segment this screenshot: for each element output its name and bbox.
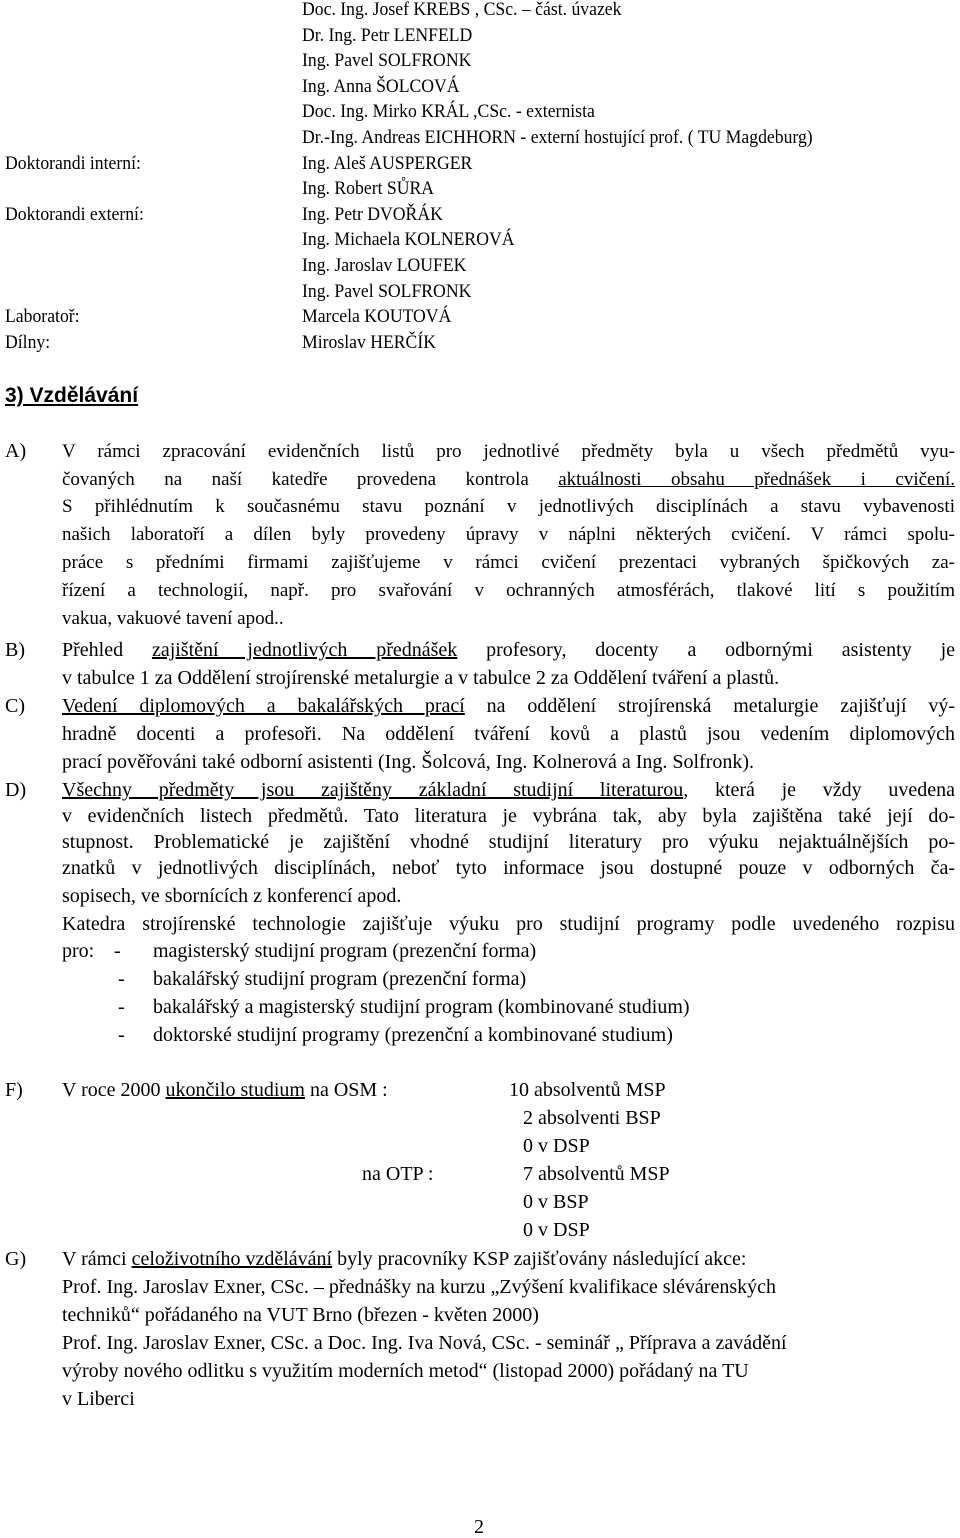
item-marker-d: D) [5, 779, 27, 801]
paragraph-d-line: stupnost. Problematické je zajištění vhodné studijní literatury pro výuku nejaktuálnějších po- [62, 831, 955, 853]
paragraph-g-line: V rámci celoživotního vzdělávání byly pracovníky KSP zajišťovány následující akce: [62, 1248, 747, 1270]
paragraph-a-line: V rámci zpracování evidenčních listů pro jednotlivé předměty byla u všech předmětů vyu- [62, 441, 955, 462]
staff-category-label: Laboratoř: [5, 306, 80, 327]
paragraph-a-line: práce s předními firmami zajišťujeme v rámci cvičení prezentaci vybraných špičkových za- [62, 552, 955, 573]
paragraph-g-line: Prof. Ing. Jaroslav Exner, CSc. – přednášky na kurzu „Zvýšení kvalifikace slévárenských [62, 1276, 776, 1298]
program-item: bakalářský a magisterský studijní program (kombinované studium) [153, 996, 690, 1018]
program-bullet: - [114, 940, 121, 962]
paragraph-d-line: v evidenčních listech předmětů. Tato literatura je vybrána tak, aby byla zajištěna také její do- [62, 805, 955, 827]
program-bullet: - [118, 996, 125, 1018]
item-marker-c: C) [5, 695, 25, 717]
paragraph-g-line: v Liberci [62, 1388, 135, 1410]
paragraph-d-line: Všechny předměty jsou zajištěny základní studijní literaturou, která je vždy uvedena [62, 779, 955, 801]
paragraph-a-line: vakua, vakuové tavení apod.. [62, 608, 284, 629]
paragraph-g-line: Prof. Ing. Jaroslav Exner, CSc. a Doc. Ing. Iva Nová, CSc. - seminář „ Příprava a zavádění [62, 1332, 787, 1354]
paragraph-c-line: hradně docenti a profesoři. Na oddělení tváření kovů a plastů jsou vedením diplomových [62, 723, 955, 745]
staff-category-label: Doktorandi externí: [5, 204, 144, 225]
paragraph-c-line: prací pověřováni také odborní asistenti (Ing. Šolcová, Ing. Kolnerová a Ing. Solfronk). [62, 751, 755, 773]
osm-graduates: 0 v DSP [523, 1135, 590, 1157]
program-item: magisterský studijní program (prezenční forma) [153, 940, 537, 962]
program-item: doktorské studijní programy (prezenční a kombinované studium) [153, 1024, 673, 1046]
staff-name: Dr. Ing. Petr LENFELD [302, 25, 473, 46]
program-bullet: - [118, 968, 125, 990]
paragraph-g-line: techniků“ pořádaného na VUT Brno (březen - květen 2000) [62, 1304, 539, 1326]
otp-graduates: 0 v BSP [523, 1191, 589, 1213]
program-item: bakalářský studijní program (prezenční forma) [153, 968, 527, 990]
paragraph-d-line: sopisech, ve sbornících z konferencí apod. [62, 885, 402, 907]
staff-name: Ing. Jaroslav LOUFEK [302, 255, 467, 276]
osm-graduates: 2 absolventi BSP [523, 1107, 661, 1129]
item-marker-f: F) [5, 1079, 23, 1101]
staff-category-label: Doktorandi interní: [5, 153, 141, 174]
staff-category-label: Dílny: [5, 332, 51, 353]
staff-name: Ing. Robert SŮRA [302, 178, 435, 199]
staff-name: Doc. Ing. Josef KREBS , CSc. – část. úvazek [302, 0, 622, 20]
graduates-intro: V roce 2000 ukončilo studium na OSM : [62, 1079, 388, 1101]
page-number: 2 [474, 1516, 484, 1538]
paragraph-a-line: našich laboratoří a dílen byly provedeny úpravy v náplni některých cvičení. V rámci spolu- [62, 524, 955, 545]
paragraph-c-line: Vedení diplomových a bakalářských prací na oddělení strojírenská metalurgie zajišťují vý- [62, 695, 955, 717]
program-bullet: - [118, 1024, 125, 1046]
paragraph-d-line: znatků v jednotlivých disciplínách, neboť tyto informace jsou dostupné pouze v odborných ča- [62, 857, 955, 879]
staff-name: Dr.-Ing. Andreas EICHHORN - externí hostující prof. ( TU Magdeburg) [302, 127, 813, 148]
staff-name: Ing. Petr DVOŘÁK [302, 204, 443, 225]
staff-name: Ing. Anna ŠOLCOVÁ [302, 76, 460, 97]
staff-name: Marcela KOUTOVÁ [302, 306, 452, 327]
paragraph-a-line: S přihlédnutím k současnému stavu poznání v jednotlivých disciplínách a stavu vybavenosti [62, 496, 955, 517]
paragraph-b-line: v tabulce 1 za Oddělení strojírenské metalurgie a v tabulce 2 za Oddělení tváření a plastů. [62, 667, 780, 689]
osm-graduates: 10 absolventů MSP [509, 1079, 666, 1101]
section-heading: 3) Vzdělávání [5, 384, 139, 407]
staff-name: Ing. Michaela KOLNEROVÁ [302, 229, 515, 250]
staff-name: Ing. Pavel SOLFRONK [302, 281, 472, 302]
paragraph-b-line: Přehled zajištění jednotlivých přednášek profesory, docenty a odbornými asistenty je [62, 639, 956, 661]
paragraph-d-line: Katedra strojírenské technologie zajišťuje výuku pro studijní programy podle uvedeného rozpisu [62, 913, 955, 935]
staff-name: Doc. Ing. Mirko KRÁL ,CSc. - externista [302, 101, 595, 122]
paragraph-a-line: řízení a technologií, např. pro svařování v ochranných atmosférách, tlakové lití s použitím [62, 580, 955, 601]
otp-label: na OTP : [362, 1163, 434, 1185]
paragraph-a-line: čovaných na naší katedře provedena kontrola aktuálnosti obsahu přednášek i cvičení. [62, 469, 955, 490]
staff-name: Ing. Pavel SOLFRONK [302, 50, 472, 71]
otp-graduates: 7 absolventů MSP [523, 1163, 670, 1185]
item-marker-a: A) [5, 440, 27, 462]
item-marker-b: B) [5, 639, 25, 661]
staff-name: Miroslav HERČÍK [302, 332, 436, 353]
paragraph-g-line: výroby nového odlitku s využitím moderních metod“ (listopad 2000) pořádaný na TU [62, 1360, 749, 1382]
item-marker-g: G) [5, 1248, 27, 1270]
programs-label: pro: [62, 940, 95, 962]
staff-name: Ing. Aleš AUSPERGER [302, 153, 473, 174]
otp-graduates: 0 v DSP [523, 1219, 590, 1241]
